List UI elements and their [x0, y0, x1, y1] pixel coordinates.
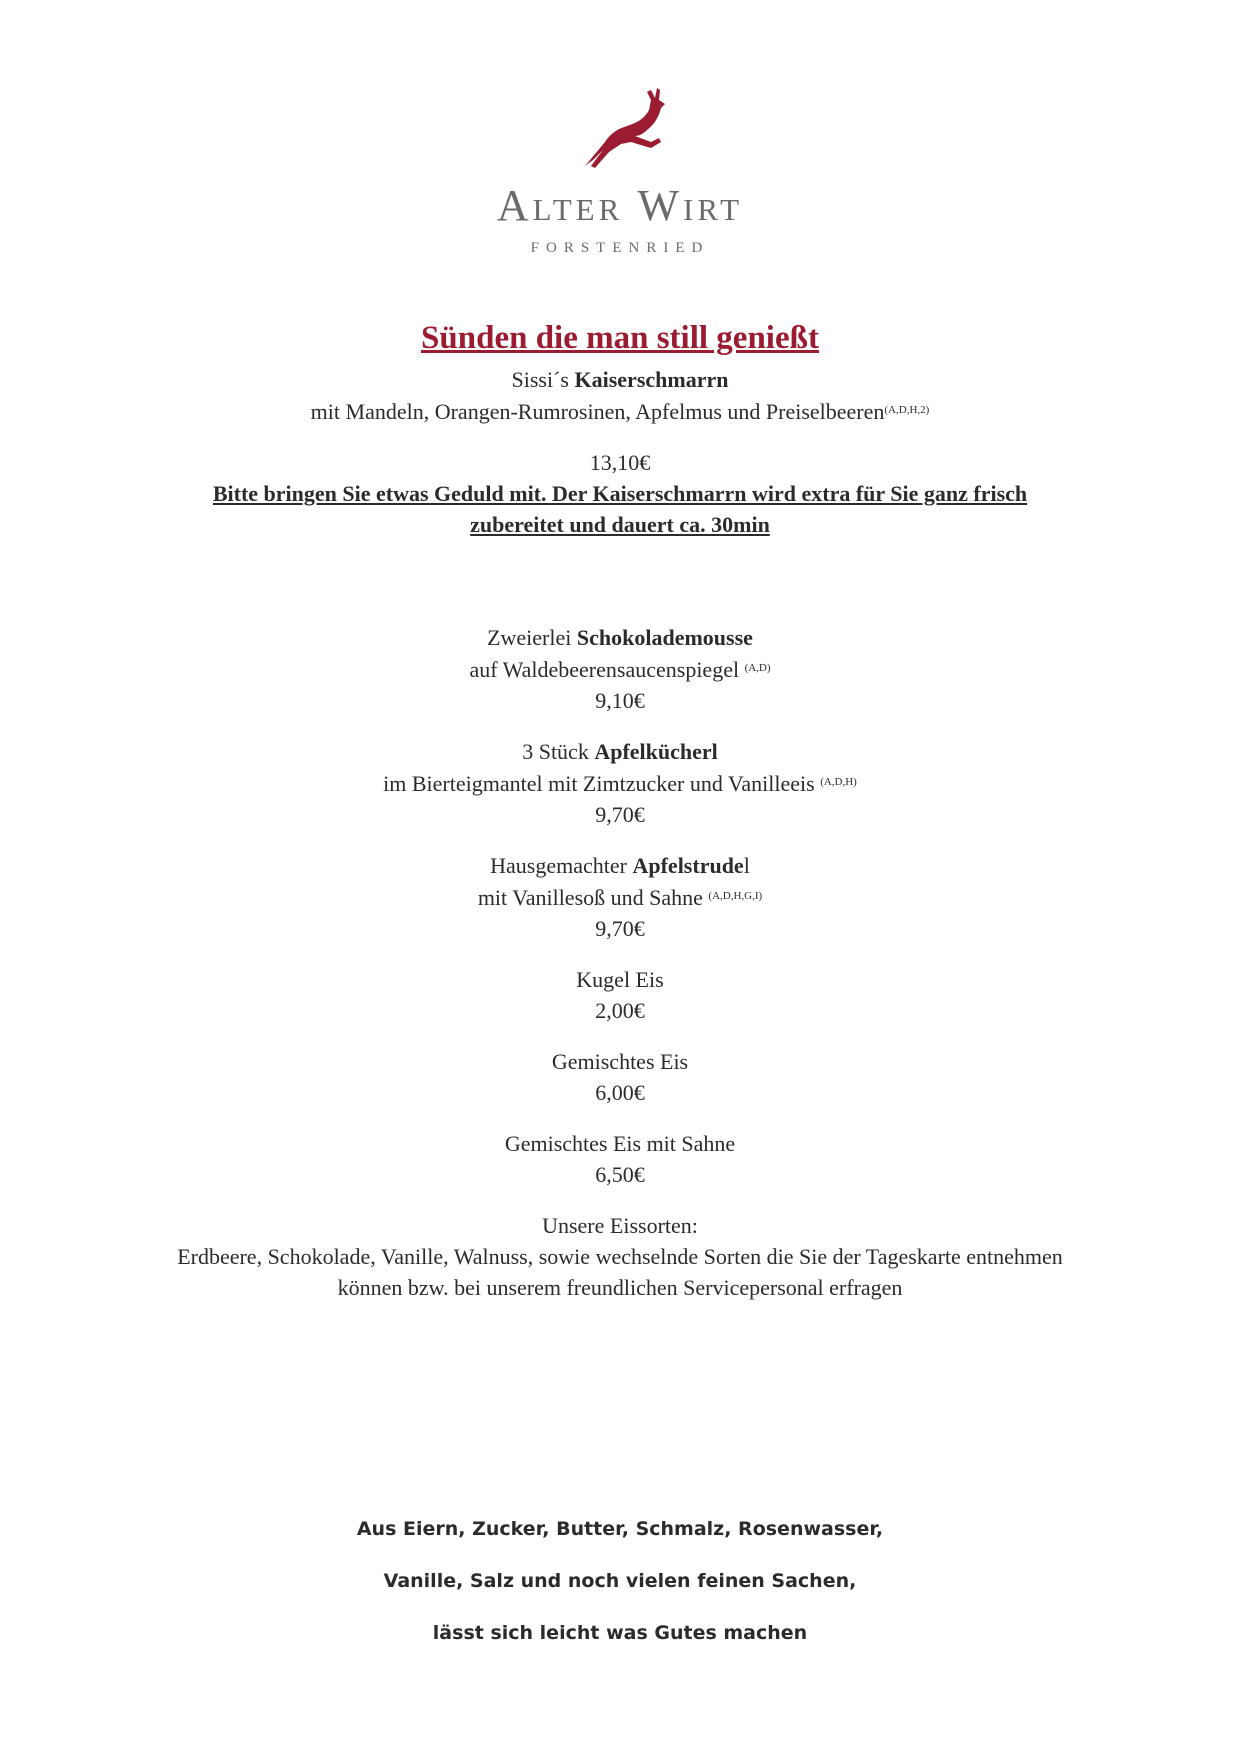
item-prefix: Sissi´s [511, 367, 575, 392]
item-price: 2,00€ [595, 998, 645, 1023]
menu-item [0, 622, 1240, 716]
item-name: Schokolademousse [576, 625, 753, 650]
item-price: 13,10€ [589, 450, 651, 475]
menu-item [0, 964, 1240, 1026]
allergen-codes: (A,D,H,G,I) [708, 890, 763, 902]
restaurant-logo [0, 78, 1240, 257]
item-name: Apfelstrude [632, 853, 744, 878]
item-description: mit Vanillesoß und Sahne $^{(A,D,H,G,I)}$ [477, 885, 763, 910]
footer-poem [0, 1518, 1240, 1674]
poem-line: Vanille, Salz und noch vielen feinen Sachen, [383, 1570, 857, 1592]
menu-heading: Sünden die man still genießt [421, 320, 819, 356]
item-price: 9,70€ [595, 916, 645, 941]
preparation-notice: Bitte bringen Sie etwas Geduld mit. Der Kaiserschmarrn wird extra für Sie ganz frisch zubereitet und dauert ca. 30min [212, 481, 1028, 537]
item-title: Zweierlei Schokolademousse [487, 625, 753, 650]
item-price: 9,10€ [595, 688, 645, 713]
poem-line: Aus Eiern, Zucker, Butter, Schmalz, Rosenwasser, [356, 1518, 884, 1540]
item-name: Kaiserschmarrn [574, 367, 729, 392]
allergen-codes: (A,D,H) [820, 776, 857, 788]
item-name: Gemischtes Eis mit Sahne [504, 1131, 736, 1156]
item-price: 9,70€ [595, 802, 645, 827]
kaiserschmarrn-item [0, 364, 1240, 540]
item-name: Apfelkücherl [594, 739, 718, 764]
item-description: im Bierteigmantel mit Zimtzucker und Vanilleeis $^{(A,D,H)}$ [383, 771, 857, 796]
deer-icon [565, 78, 675, 178]
item-title: 3 Stück Apfelkücherl [522, 739, 718, 764]
allergen-codes: (A,D) [744, 662, 771, 674]
ice-cream-flavors [0, 1210, 1240, 1303]
item-description: mit Mandeln, Orangen-Rumrosinen, Apfelmus und Preiselbeeren$^{(A,D,H,2)}$ [310, 399, 930, 424]
flavors-label: Unsere Eissorten: [542, 1213, 698, 1238]
poem-line: lässt sich leicht was Gutes machen [432, 1622, 808, 1644]
item-price: 6,50€ [595, 1162, 645, 1187]
allergen-codes: (A,D,H,2) [884, 404, 930, 416]
logo-title: Alter Wirt [496, 181, 744, 230]
item-title [0, 364, 1240, 395]
flavors-text: Erdbeere, Schokolade, Vanille, Walnuss, sowie wechselnde Sorten die Sie der Tageskarte entnehmen können bzw. bei unserem freundlichen Servicepersonal erfragen [177, 1244, 1063, 1300]
item-price: 6,00€ [595, 1080, 645, 1105]
logo-subtitle: FORSTENRIED [530, 240, 710, 256]
dessert-menu [0, 318, 1240, 1303]
menu-item [0, 1046, 1240, 1108]
item-description: auf Waldebeerensaucenspiegel $^{(A,D)}$ [469, 657, 771, 682]
item-name: Gemischtes Eis [551, 1049, 689, 1074]
menu-item [0, 1128, 1240, 1190]
item-title: Hausgemachter Apfelstrudel [490, 853, 750, 878]
menu-item [0, 850, 1240, 944]
item-name: Kugel Eis [576, 967, 664, 992]
menu-item [0, 736, 1240, 830]
